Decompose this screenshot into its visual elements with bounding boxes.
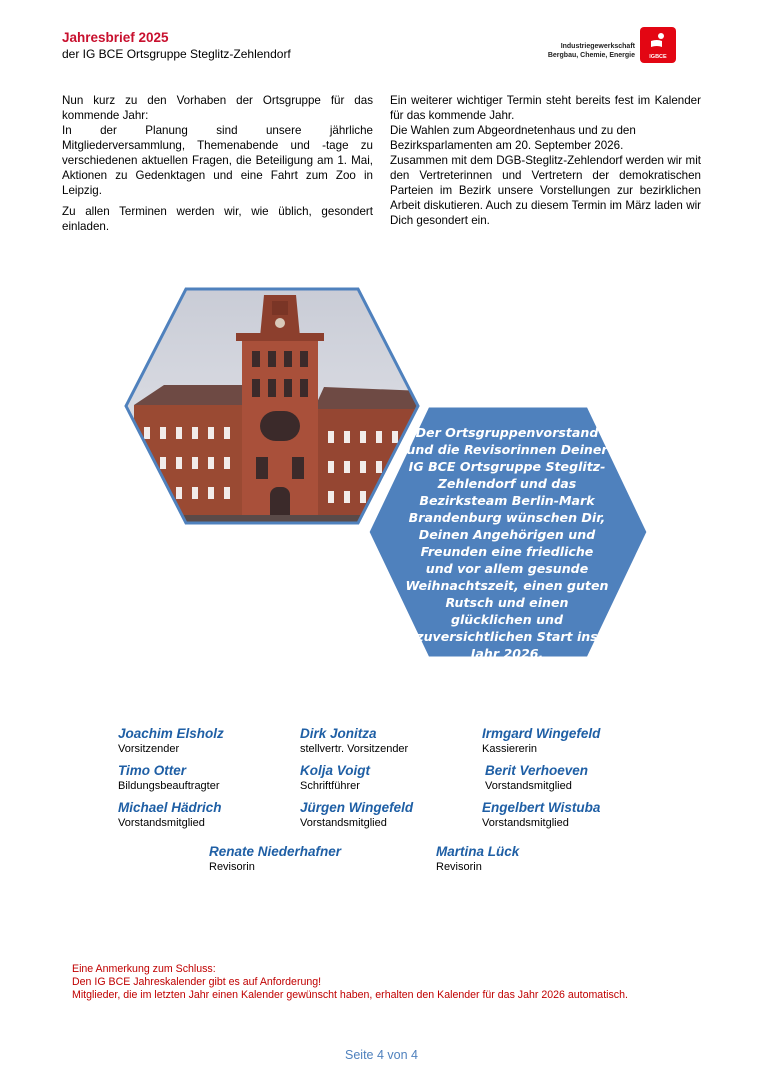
member-card [118,763,220,793]
member-role: Vorstandsmitglied [485,780,572,792]
member-role: Bildungsbeauftragter [118,780,220,792]
member-role: Vorsitzender [118,743,180,755]
member-name: Berit Verhoeven [485,763,589,778]
logo-wordmark [548,42,635,60]
member-role: Schriftführer [300,780,360,792]
letter-subtitle: der IG BCE Ortsgruppe Steglitz-Zehlendorf [62,47,291,61]
right-paragraph-2: Die Wahlen zum Abgeordnetenhaus und zu den Bezirksparlamenten am 20. September 2026. [390,124,636,152]
logo-line-1: Industriegewerkschaft [560,43,635,50]
igbce-logo [640,27,676,63]
member-card [118,800,222,830]
member-name: Irmgard Wingefeld [482,726,601,741]
member-role: stellvertr. Vorsitzender [300,743,409,755]
left-paragraph-3: Zu allen Terminen werden wir, wie üblich, gesondert einladen. [62,205,373,233]
member-name: Jürgen Wingefeld [300,800,414,815]
member-card [209,844,341,874]
member-name: Michael Hädrich [118,800,222,815]
member-role: Vorstandsmitglied [482,817,569,829]
member-card [436,844,519,874]
member-name: Kolja Voigt [300,763,370,778]
member-card [485,763,588,793]
greeting-text: Der Ortsgruppenvorstand und die Revisorinnen Deiner IG BCE Ortsgruppe Steglitz-Zehlendorf und das Bezirksteam Berlin-Mark Brandenburg wünschen Dir, Deinen Angehörigen und Freunden eine friedliche und vor allem gesunde Weihnachtszeit, einen guten Rutsch und einen glücklichen und zuversichtlichen Start ins Jahr 2026. [405,425,609,661]
member-name: Engelbert Wistuba [482,800,601,815]
member-name: Timo Otter [118,763,187,778]
page-number: Seite 4 von 4 [345,1048,418,1062]
member-role: Revisorin [209,861,255,873]
member-name: Martina Lück [436,844,520,859]
left-paragraph-1: Nun kurz zu den Vorhaben der Ortsgruppe für das kommende Jahr: [62,94,373,122]
right-column [390,93,701,228]
member-role: Revisorin [436,861,482,873]
member-role: Kassiererin [482,743,538,755]
member-card [300,726,408,756]
logo-line-2: Bergbau, Chemie, Energie [547,52,635,59]
igbce-logo-mark-icon [649,32,667,50]
logo-badge-text: IGBCE [649,54,667,60]
member-role: Vorstandsmitglied [300,817,387,829]
note-line-1: Eine Anmerkung zum Schluss: [72,963,216,975]
member-card [482,800,600,830]
note-line-2: Den IG BCE Jahreskalender gibt es auf Anforderung! [72,976,322,988]
member-card [300,800,413,830]
member-card [118,726,224,756]
member-role: Vorstandsmitglied [118,817,205,829]
letter-title: Jahresbrief 2025 [62,30,169,45]
closing-note [72,963,628,1002]
right-paragraph-1: Ein weiterer wichtiger Termin steht bereits fest im Kalender für das kommende Jahr. [390,94,701,122]
member-name: Renate Niederhafner [209,844,342,859]
member-name: Dirk Jonitza [300,726,377,741]
member-card [300,763,370,793]
left-paragraph-2: In der Planung sind unsere jährliche Mitgliederversammlung, Themenabende und -tage zu verschiedenen aktuellen Fragen, die Beteiligung am 1. Mai, Aktionen zu Gedenktagen und eine Fahrt zum Zoo in Leipzig. [62,124,373,197]
left-column [62,93,373,240]
member-name: Joachim Elsholz [118,726,224,741]
note-line-3: Mitglieder, die im letzten Jahr einen Kalender gewünscht haben, erhalten den Kalender für das Jahr 2026 automatisch. [72,989,628,1001]
right-paragraph-3: Zusammen mit dem DGB-Steglitz-Zehlendorf werden wir mit den Vertreterinnen und Vertretern der demokratischen Parteien im Bezirk unsere Vorstellungen zur bezirklichen Arbeit diskutieren. Auch zu diesem Termin im März laden wir Dich gesondert ein. [390,154,701,227]
member-card [482,726,600,756]
